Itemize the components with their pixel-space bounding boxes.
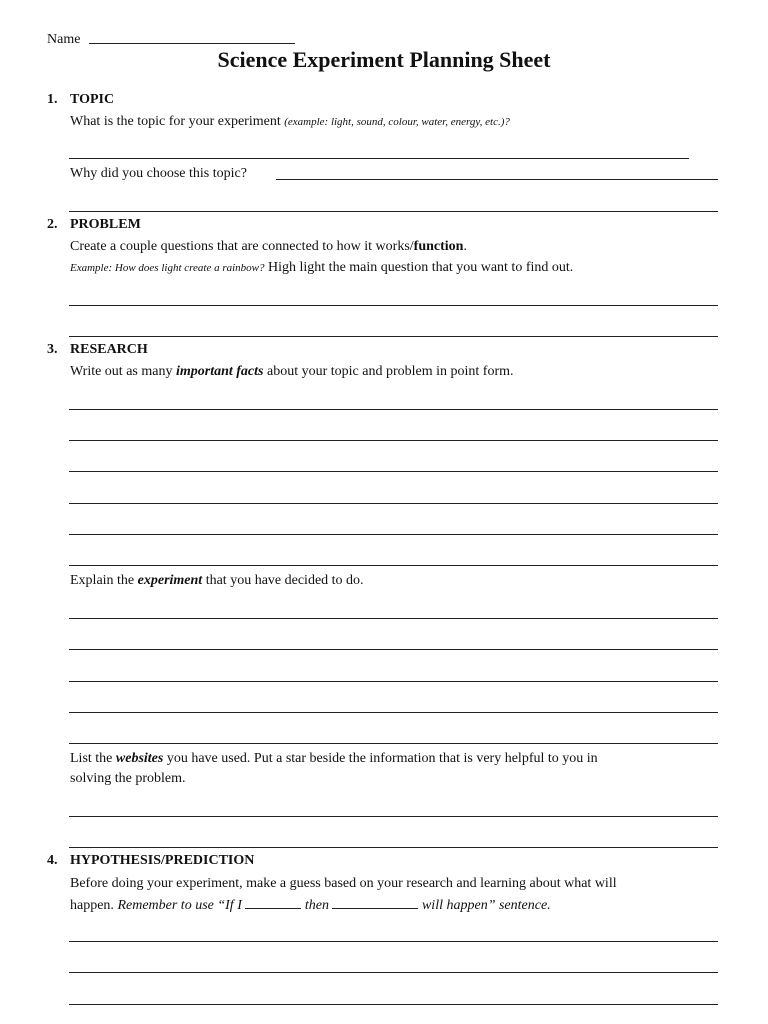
problem-question-text: Create a couple questions that are connected to how it works/ [70, 239, 414, 254]
websites-question-text: List the [70, 751, 116, 766]
research-question-end: about your topic and problem in point form. [263, 364, 514, 379]
websites-question-line2: solving the problem. [70, 771, 186, 786]
problem-example: Example: How does light create a rainbow? [70, 262, 265, 274]
name-label: Name [47, 32, 81, 47]
answer-line[interactable] [69, 471, 718, 472]
research-question-emphasis: important facts [175, 364, 264, 379]
research-question [70, 363, 514, 381]
answer-line[interactable] [69, 534, 718, 535]
answer-line[interactable] [69, 649, 718, 650]
problem-question-end: . [463, 239, 467, 254]
answer-line[interactable] [69, 409, 718, 410]
problem-highlight-instruction: High light the main question that you want to find out. [268, 260, 574, 275]
answer-line[interactable] [69, 972, 718, 973]
section-heading-problem: PROBLEM [70, 217, 141, 232]
section-number: 1. [47, 92, 58, 107]
research-question-text: Write out as many [70, 364, 176, 379]
name-field[interactable] [89, 43, 295, 44]
hypothesis-template-start: Remember to use “If I [117, 898, 242, 913]
hypothesis-question-line2 [70, 895, 551, 915]
websites-question-end: you have used. Put a star beside the information that is very helpful to you in [163, 751, 598, 766]
section-number: 3. [47, 342, 58, 357]
answer-line[interactable] [69, 618, 718, 619]
problem-question-emphasis: function [413, 239, 464, 254]
websites-question-emphasis: websites [115, 751, 164, 766]
topic-example: (example: light, sound, colour, water, energy, etc.)? [284, 116, 510, 128]
hypothesis-template-then: then [301, 898, 329, 913]
answer-line[interactable] [69, 440, 718, 441]
topic-question-text: What is the topic for your experiment [70, 114, 281, 129]
page-title: Science Experiment Planning Sheet [217, 47, 551, 72]
answer-line[interactable] [69, 941, 718, 942]
experiment-question-emphasis: experiment [137, 573, 203, 588]
section-number: 2. [47, 217, 58, 232]
answer-line[interactable] [69, 565, 718, 566]
answer-line[interactable] [69, 503, 718, 504]
hypothesis-blank[interactable] [332, 895, 418, 909]
hypothesis-question: Before doing your experiment, make a guess based on your research and learning about what will [70, 876, 617, 891]
answer-line[interactable] [69, 305, 718, 306]
section-heading-topic: TOPIC [70, 92, 115, 107]
answer-line[interactable] [69, 847, 718, 848]
answer-line[interactable] [69, 211, 718, 212]
section-heading-hypothesis: HYPOTHESIS/PREDICTION [70, 853, 255, 868]
answer-line[interactable] [69, 336, 718, 337]
answer-line[interactable] [69, 681, 718, 682]
hypothesis-template-end: will happen” sentence. [418, 898, 551, 913]
section-number: 4. [47, 853, 58, 868]
problem-example-row [70, 259, 573, 277]
experiment-question-end: that you have decided to do. [202, 573, 364, 588]
hypothesis-blank[interactable] [245, 895, 301, 909]
experiment-question-text: Explain the [70, 573, 138, 588]
topic-reason-question: Why did you choose this topic? [70, 166, 247, 181]
answer-line[interactable] [69, 712, 718, 713]
answer-line[interactable] [69, 743, 718, 744]
hypothesis-question-text: happen. [70, 898, 118, 913]
experiment-question [70, 572, 364, 590]
section-heading-research: RESEARCH [70, 342, 148, 357]
topic-reason-line[interactable] [276, 179, 718, 180]
answer-line[interactable] [69, 816, 718, 817]
problem-question [70, 238, 467, 256]
topic-answer-line[interactable] [69, 158, 689, 159]
topic-question [70, 113, 510, 131]
answer-line[interactable] [69, 1004, 718, 1005]
websites-question [70, 750, 598, 768]
